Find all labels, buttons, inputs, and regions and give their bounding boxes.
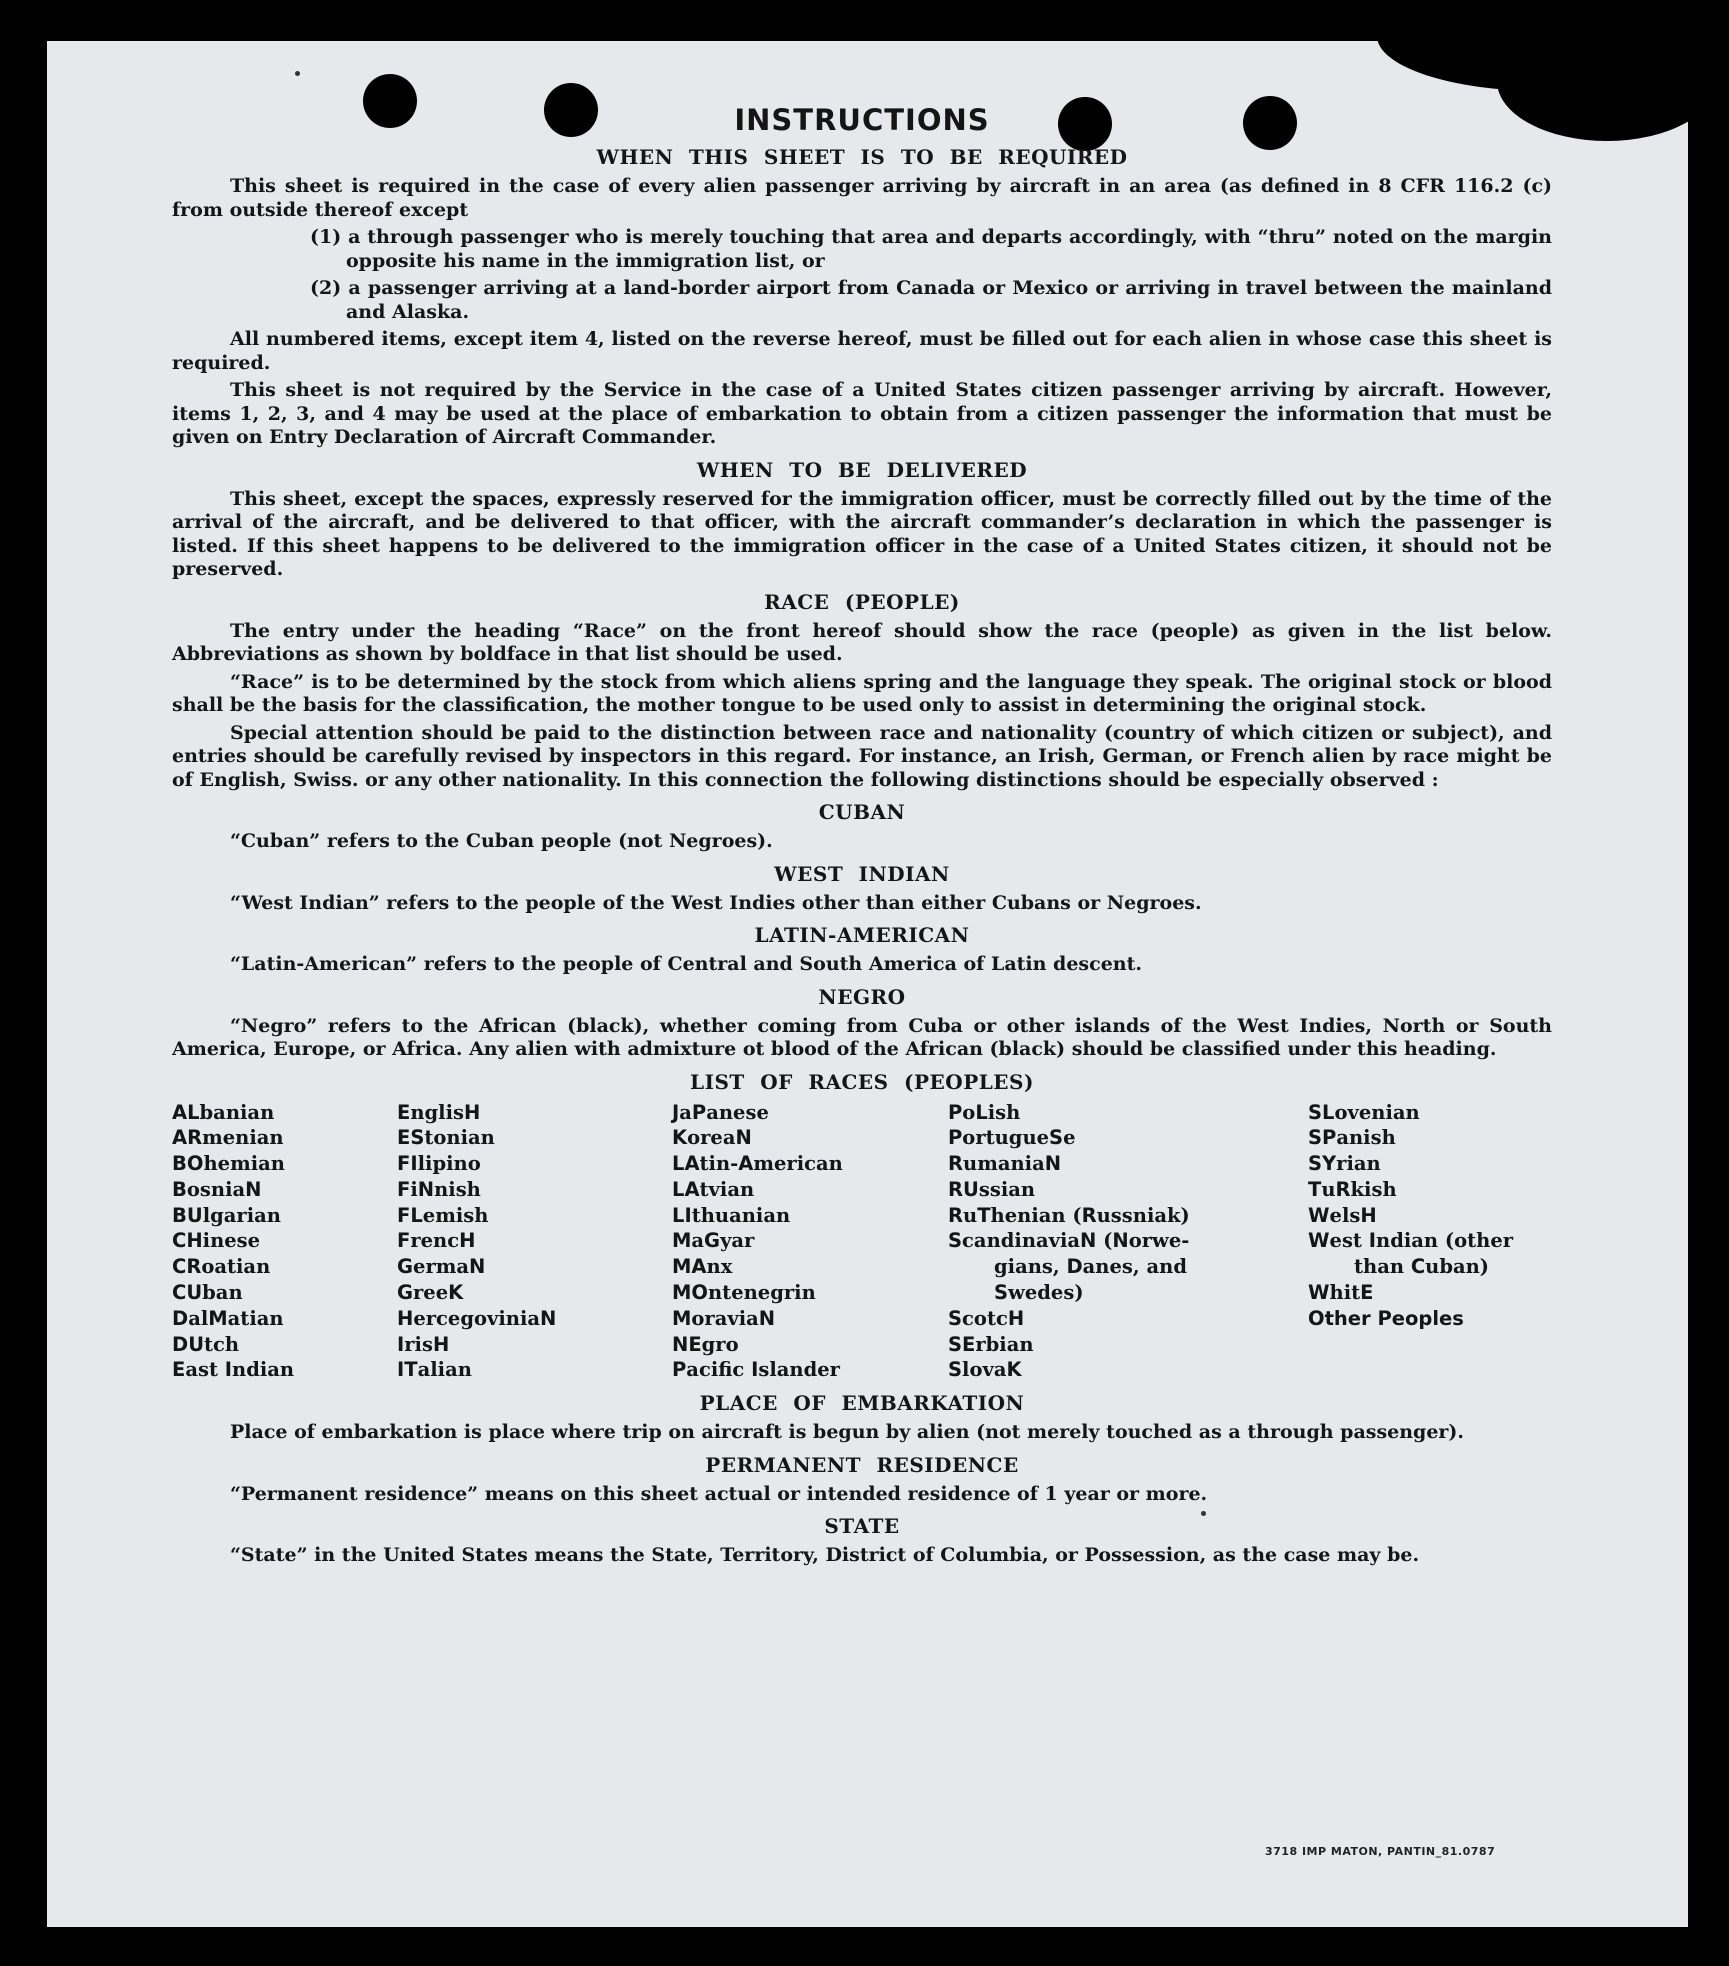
speck (295, 71, 300, 76)
heading-state: STATE (824, 1514, 900, 1539)
race-entry: EStonian (397, 1126, 495, 1150)
race-entry: PoLish (948, 1100, 1021, 1124)
race-entry: GreeK (397, 1281, 464, 1305)
instructions-content (172, 103, 1552, 1572)
race-entry: SYrian (1308, 1152, 1381, 1176)
race-entry: than Cuban) (1354, 1255, 1490, 1279)
race-entry: CRoatian (172, 1255, 271, 1279)
race-entry: FIlipino (397, 1152, 481, 1176)
race-entry: FLemish (397, 1203, 489, 1227)
race-entry: Other Peoples (1308, 1306, 1464, 1330)
race-entry: gians, Danes, and (994, 1255, 1187, 1279)
race-entry: RUssian (948, 1177, 1036, 1201)
races-column (948, 1100, 1308, 1384)
heading-delivered: WHEN TO BE DELIVERED (696, 457, 1028, 482)
race-entry: TuRkish (1308, 1177, 1397, 1201)
races-column (1308, 1100, 1552, 1384)
race-entry: KoreaN (672, 1126, 752, 1150)
paragraph-cuban: “Cuban” refers to the Cuban people (not Negroes). (230, 830, 773, 852)
race-entry: CUban (172, 1281, 243, 1305)
heading-negro: NEGRO (818, 984, 906, 1009)
paragraph-required-intro: This sheet is required in the case of every alien passenger arriving by aircraft in an area (as defined in 8 CFR 116.2 (c) from outside thereof except (172, 175, 1552, 221)
race-entry: ScandinaviaN (Norwe- (948, 1229, 1190, 1253)
race-entry: NEgro (672, 1332, 739, 1356)
race-entry: ARmenian (172, 1126, 284, 1150)
race-entry: FrencH (397, 1229, 476, 1253)
paragraph-permanent-residence: “Permanent residence” means on this sheet actual or intended residence of 1 year or more. (230, 1482, 1208, 1505)
heading-latin-american: LATIN-AMERICAN (754, 923, 970, 947)
heading-race: RACE (PEOPLE) (764, 589, 960, 614)
race-entry: RumaniaN (948, 1152, 1062, 1176)
race-entry: BUlgarian (172, 1203, 281, 1227)
race-entry: SErbian (948, 1332, 1034, 1356)
race-entry: BosniaN (172, 1177, 262, 1201)
paragraph-negro: “Negro” refers to the African (black), whether coming from Cuba or other islands of the West Indies, North or South America, Europe, or Africa. Any alien with admixture ot blood of the African (black) should be classified under this heading. (172, 1014, 1552, 1060)
race-entry: ALbanian (172, 1100, 275, 1124)
printer-imprint: 3718 IMP MATON, PANTIN_81.0787 (1265, 1845, 1496, 1858)
page-title: INSTRUCTIONS (734, 103, 990, 137)
race-entry: MaGyar (672, 1229, 755, 1253)
race-entry: Pacifc Islander (672, 1358, 840, 1382)
races-column (397, 1100, 672, 1384)
race-entry: Swedes) (994, 1281, 1084, 1305)
race-entry: East Indian (172, 1358, 295, 1382)
race-entry: DUtch (172, 1332, 240, 1356)
race-entry: IrisH (397, 1332, 450, 1356)
document-sheet (47, 41, 1688, 1927)
paragraph-exception-1: (1) a through passenger who is merely touching that area and departs accordingly, with “thru” noted on the margin opposite his name in the immigration list, or (310, 226, 1552, 272)
race-entry: MAnx (672, 1255, 733, 1279)
race-entry: MOntenegrin (672, 1281, 816, 1305)
heading-required: WHEN THIS SHEET IS TO BE REQUIRED (596, 145, 1128, 169)
race-entry: BOhemian (172, 1152, 285, 1176)
race-entry: GermaN (397, 1255, 486, 1279)
paragraph-state: “State” in the United States means the State, Territory, District of Columbia, or Possession, as the case may be. (230, 1544, 1420, 1567)
race-entry: ScotcH (948, 1306, 1025, 1330)
heading-west-indian: WEST INDIAN (774, 861, 950, 886)
race-entry: EnglisH (397, 1100, 481, 1124)
race-entry: SPanish (1308, 1126, 1396, 1150)
races-column (172, 1100, 397, 1384)
paragraph-exception-2: (2) a passenger arriving at a land-border airport from Canada or Mexico or arriving in travel between the mainland and Alaska. (310, 277, 1552, 323)
paragraph-race-3: Special attention should be paid to the distinction between race and nationality (country of which citizen or subject), and entries should be carefully revised by inspectors in this regard. For instance, an Irish, German, or French alien by race might be of English, Swiss. or any other nationality. In this connection the following distinctions should be especially observed : (172, 721, 1552, 791)
race-entry: LIthuanian (672, 1203, 791, 1227)
race-entry: West Indian (other (1308, 1229, 1514, 1253)
race-entry: SLovenian (1308, 1100, 1420, 1124)
races-list (172, 1100, 1552, 1384)
paragraph-citizen: This sheet is not required by the Service in the case of a United States citizen passenger arriving by aircraft. However, items 1, 2, 3, and 4 may be used at the place of embarkation to obtain from a citizen passenger the information that must be given on Entry Declaration of Aircraft Commander. (172, 379, 1552, 448)
race-entry: DalMatian (172, 1306, 284, 1330)
race-entry: RuThenian (Russniak) (948, 1203, 1190, 1227)
paragraph-race-2: “Race” is to be determined by the stock from which aliens spring and the language they speak. The original stock or blood shall be the basis for the classification, the mother tongue to be used only to assist in determining the original stock. (172, 670, 1552, 716)
race-entry: HercegoviniaN (397, 1306, 557, 1330)
race-entry: WelsH (1308, 1203, 1377, 1227)
race-entry: LAtvian (672, 1177, 755, 1201)
paragraph-latin-american: “Latin-American” refers to the people of Central and South America of Latin descent. (230, 953, 1142, 975)
paragraph-race-1: The entry under the heading “Race” on the front hereof should show the race (people) as given in the list below. Abbreviations as shown by boldface in that list should be used. (172, 619, 1552, 665)
races-column (672, 1100, 948, 1384)
race-entry: ITalian (397, 1358, 472, 1382)
race-entry: MoraviaN (672, 1306, 776, 1330)
race-entry: WhitE (1308, 1281, 1374, 1305)
paragraph-numbered-items: All numbered items, except item 4, listed on the reverse hereof, must be filled out for each alien in whose case this sheet is required. (172, 328, 1552, 374)
race-entry: FiNnish (397, 1177, 481, 1201)
race-entry: PortugueSe (948, 1126, 1076, 1150)
heading-cuban: CUBAN (818, 800, 906, 824)
paragraph-embarkation: Place of embarkation is place where trip on aircraft is begun by alien (not merely touched as a through passenger). (230, 1421, 1465, 1444)
race-entry: JaPanese (672, 1100, 769, 1124)
paragraph-west-indian: “West Indian” refers to the people of the West Indies other than either Cubans or Negroes. (230, 891, 1202, 914)
race-entry: CHinese (172, 1229, 261, 1253)
heading-embarkation: PLACE OF EMBARKATION (699, 1391, 1025, 1416)
paragraph-delivered: This sheet, except the spaces, expressly reserved for the immigration officer, must be correctly filled out by the time of the arrival of the aircraft, and be delivered to that officer, with the aircraft commander’s declaration in which the passenger is listed. If this sheet happens to be delivered to the immigration officer in the case of a United States citizen, it should not be preserved. (172, 487, 1552, 580)
heading-permanent-residence: PERMANENT RESIDENCE (705, 1452, 1019, 1477)
race-entry: SlovaK (948, 1358, 1022, 1382)
race-entry: LAtin-American (672, 1152, 843, 1176)
heading-list-of-races: LIST OF RACES (PEOPLES) (690, 1069, 1034, 1094)
